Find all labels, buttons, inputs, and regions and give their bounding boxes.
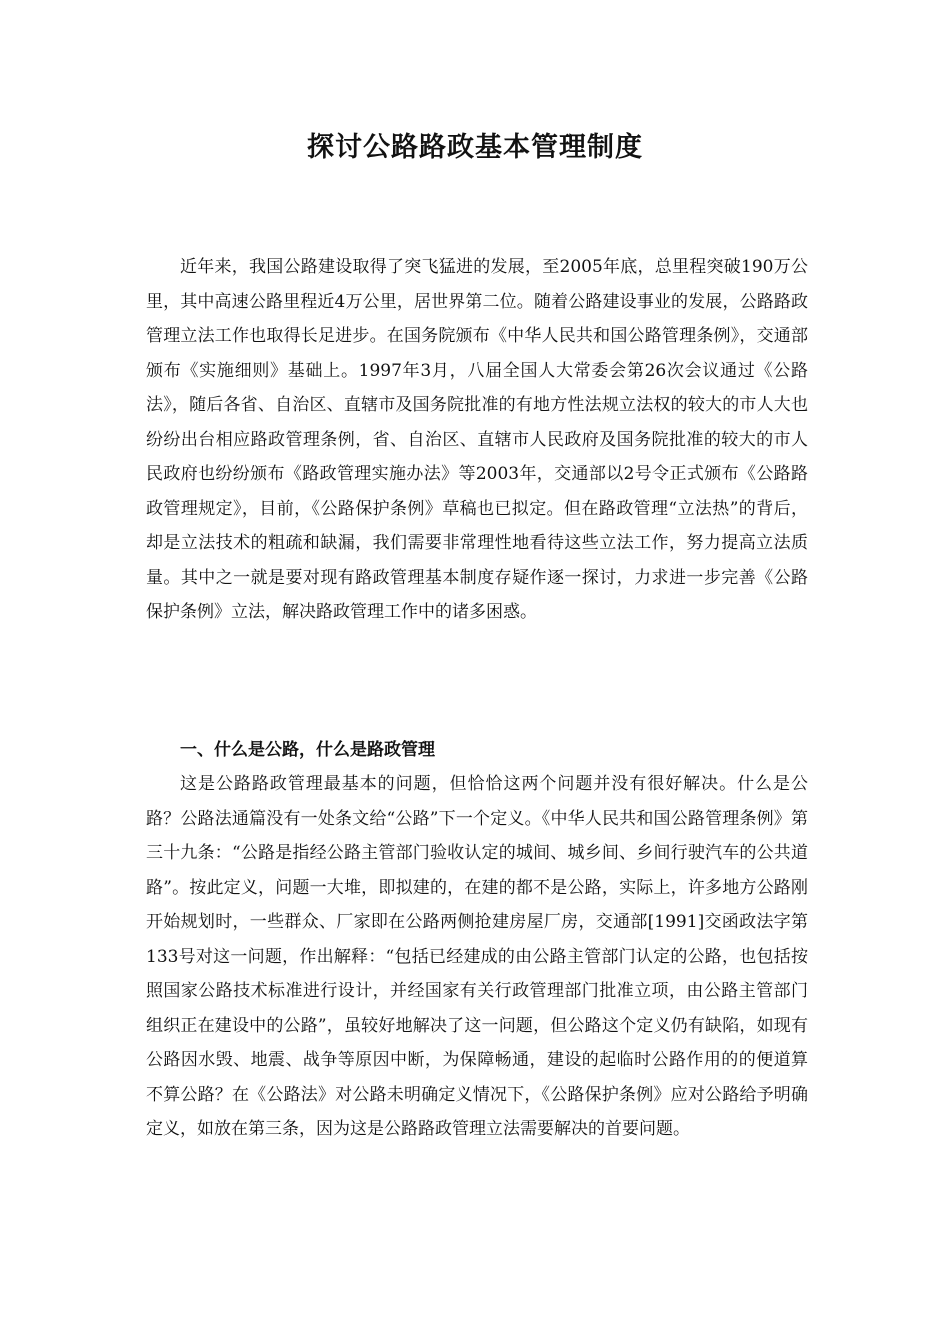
document-title: 探讨公路路政基本管理制度 bbox=[307, 132, 643, 163]
intro-paragraph: 近年来，我国公路建设取得了突飞猛进的发展，至2005年底，总里程突破190万公里，其中高速公路里程近4万公里，居世界第二位。随着公路建设事业的发展，公路路政管理立法工作也取得长足进步。在国务院颁布《中华人民共和国公路管理条例》，交通部颁布《实施细则》基础上。1997年3月，八届全国人大常委会第26次会议通过《公路法》，随后各省、自治区、直辖市及国务院批准的有地方性法规立法权的较大的市人大也纷纷出台相应路政管理条例，省、自治区、直辖市人民政府及国务院批准的较大的市人民政府也纷纷颁布《路政管理实施办法》等2003年，交通部以2号令正式颁布《公路路政管理规定》，目前，《公路保护条例》草稿也已拟定。但在路政管理“立法热”的背后，却是立法技术的粗疏和缺漏，我们需要非常理性地看待这些立法工作，努力提高立法质量。其中之一就是要对现有路政管理基本制度存疑作逐一探讨，力求进一步完善《公路保护条例》立法，解决路政管理工作中的诸多困惑。 bbox=[146, 257, 808, 622]
section-heading: 一、什么是公路，什么是路政管理 bbox=[180, 740, 435, 760]
section-paragraph: 这是公路路政管理最基本的问题，但恰恰这两个问题并没有很好解决。什么是公路？公路法通篇没有一处条文给“公路”下一个定义。《中华人民共和国公路管理条例》第三十九条：“公路是指经公路主管部门验收认定的城间、城乡间、乡间行驶汽车的公共道路”。按此定义，问题一大堆，即拟建的，在建的都不是公路，实际上，许多地方公路刚开始规划时，一些群众、厂家即在公路两侧抢建房屋厂房，交通部[1991]交函政法字第133号对这一问题，作出解释：“包括已经建成的由公路主管部门认定的公路，也包括按照国家公路技术标准进行设计，并经国家有关行政管理部门批准立项，由公路主管部门组织正在建设中的公路”，虽较好地解决了这一问题，但公路这个定义仍有缺陷，如现有公路因水毁、地震、战争等原因中断，为保障畅通，建设的起临时公路作用的的便道算不算公路？在《公路法》对公路未明确定义情况下，《公路保护条例》应对公路给予明确定义，如放在第三条，因为这是公路路政管理立法需要解决的首要问题。 bbox=[146, 774, 808, 1139]
